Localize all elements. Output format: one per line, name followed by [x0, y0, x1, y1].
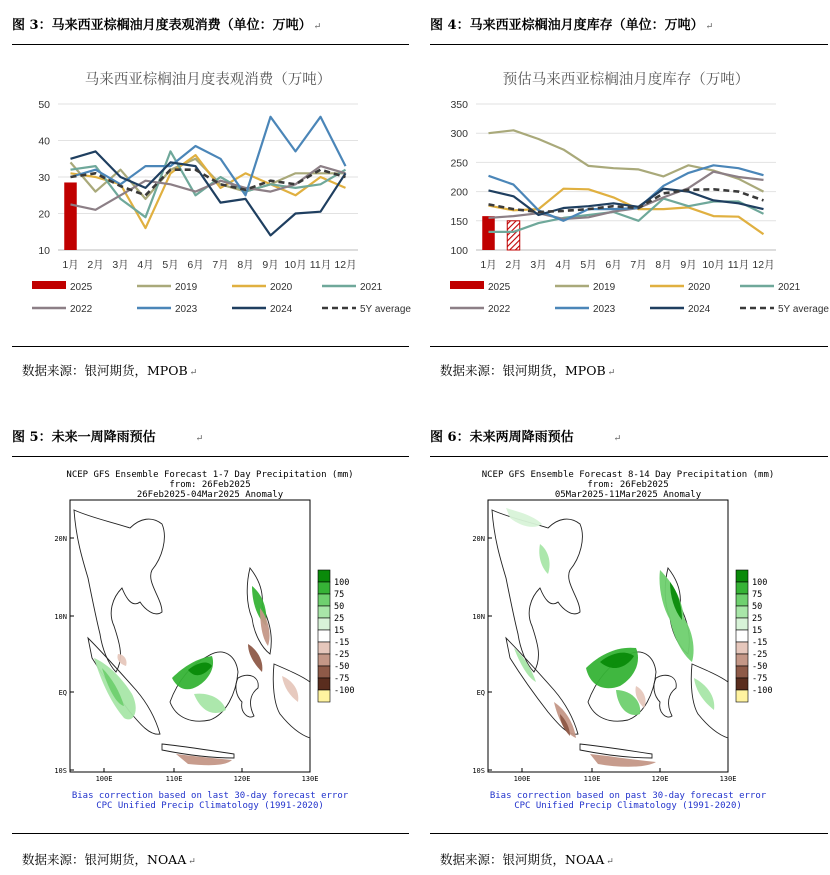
fig3-source: 数据来源：银河期货，MPOB ↵: [22, 363, 198, 378]
y-tick-label: 30: [38, 172, 50, 184]
colorbar-label: 15: [752, 626, 763, 636]
legend-label: 2025: [488, 282, 511, 293]
colorbar-swatch: [318, 618, 330, 630]
colorbar-label: 50: [752, 602, 763, 612]
legend-label: 2021: [360, 282, 383, 293]
fig4-caption: 图 4：马来西亚棕榈油月度库存（单位：万吨） ↵: [430, 18, 714, 33]
y-tick-label: 20: [38, 208, 50, 221]
colorbar-swatch: [736, 642, 748, 654]
legend-swatch: [32, 281, 66, 289]
colorbar-label: -75: [752, 674, 768, 684]
map-bias-note: Bias correction based on last 30-day forecast error: [71, 791, 349, 801]
x-tick-label: 6月: [187, 259, 204, 271]
x-tick-label: 7月: [212, 259, 229, 271]
colorbar-swatch: [736, 594, 748, 606]
lon-label: 130E: [301, 775, 319, 783]
colorbar-swatch: [318, 606, 330, 618]
x-tick-label: 1月: [62, 259, 79, 271]
x-tick-label: 12月: [334, 259, 357, 271]
fig3-top-rule: [12, 44, 409, 45]
legend-label: 2019: [175, 282, 198, 293]
colorbar-swatch: [318, 642, 330, 654]
y-tick-label: 350: [450, 99, 468, 111]
colorbar-swatch: [318, 666, 330, 678]
series-line-2020: [71, 155, 346, 228]
map-climatology-note: CPC Unified Precip Climatology (1991-2020): [96, 801, 324, 811]
fig3-bottom-rule: [12, 346, 409, 347]
colorbar-label: -100: [752, 686, 773, 696]
colorbar-label: 15: [334, 626, 345, 636]
lat-label: 20N: [54, 535, 67, 543]
colorbar-label: -100: [334, 686, 355, 696]
bar-2025-2月: [507, 221, 520, 250]
map-period: 26Feb2025-04Mar2025 Anomaly: [136, 490, 284, 500]
map-period: 05Mar2025-11Mar2025 Anomaly: [554, 490, 702, 500]
x-tick-label: 4月: [555, 259, 572, 271]
fig5-top-rule: [12, 456, 409, 457]
colorbar-label: -50: [334, 662, 350, 672]
fig6-source: 数据来源：银河期货，NOAA ↵: [440, 852, 614, 867]
lat-label: 10S: [54, 767, 67, 775]
legend-label: 5Y average: [778, 304, 829, 315]
fig4-top-rule: [430, 44, 828, 45]
colorbar-label: -75: [334, 674, 350, 684]
legend-swatch: [450, 281, 484, 289]
lat-label: EQ: [476, 689, 485, 697]
lat-label: 10S: [472, 767, 485, 775]
x-tick-label: 3月: [530, 259, 547, 271]
lat-label: 10N: [54, 613, 67, 621]
legend-label: 2021: [778, 282, 801, 293]
colorbar-swatch: [736, 678, 748, 690]
colorbar-label: -15: [752, 638, 768, 648]
y-tick-label: 50: [38, 99, 50, 111]
map-frame: [488, 500, 728, 772]
legend-label: 2020: [688, 282, 711, 293]
legend-label: 2025: [70, 282, 93, 293]
fig6-top-rule: [430, 456, 828, 457]
x-tick-label: 11月: [309, 259, 332, 271]
colorbar-swatch: [736, 690, 748, 702]
colorbar-label: 100: [752, 578, 768, 588]
colorbar-swatch: [318, 570, 330, 582]
lon-label: 120E: [651, 775, 669, 783]
bar-2025-1月: [482, 216, 495, 250]
legend-label: 2023: [175, 304, 198, 315]
x-tick-label: 6月: [605, 259, 622, 271]
colorbar-label: -25: [752, 650, 768, 660]
y-tick-label: 300: [450, 128, 468, 141]
colorbar-label: 25: [334, 614, 345, 624]
consumption-chart: [12, 46, 412, 326]
y-tick-label: 150: [450, 215, 468, 228]
colorbar-label: -15: [334, 638, 350, 648]
map-title: NCEP GFS Ensemble Forecast 1-7 Day Precipitation (mm): [66, 470, 354, 480]
legend-label: 5Y average: [360, 304, 411, 315]
colorbar-swatch: [736, 654, 748, 666]
lat-label: 10N: [472, 613, 485, 621]
lon-label: 110E: [165, 775, 183, 783]
x-tick-label: 2月: [505, 259, 522, 271]
colorbar-label: 75: [334, 590, 345, 600]
y-tick-label: 10: [38, 245, 50, 257]
colorbar-swatch: [318, 654, 330, 666]
x-tick-label: 5月: [162, 259, 179, 271]
y-tick-label: 100: [450, 245, 468, 257]
fig6-caption: 图 6：未来两周降雨预估 ↵: [430, 430, 622, 445]
lon-label: 100E: [95, 775, 113, 783]
x-tick-label: 12月: [752, 259, 775, 271]
x-tick-label: 1月: [480, 259, 497, 271]
colorbar-swatch: [736, 570, 748, 582]
x-tick-label: 10月: [702, 259, 725, 271]
y-tick-label: 250: [450, 157, 468, 170]
x-tick-label: 8月: [237, 259, 254, 271]
colorbar-swatch: [318, 690, 330, 702]
colorbar-swatch: [318, 582, 330, 594]
precip-map-week1: [12, 458, 409, 830]
colorbar-label: 100: [334, 578, 350, 588]
colorbar-swatch: [318, 594, 330, 606]
lon-label: 130E: [719, 775, 737, 783]
chart-title: 预估马来西亚棕榈油月度库存（万吨）: [502, 72, 750, 88]
colorbar-swatch: [736, 630, 748, 642]
x-tick-label: 11月: [727, 259, 750, 271]
fig3-caption: 图 3：马来西亚棕榈油月度表观消费（单位：万吨） ↵: [12, 18, 322, 33]
colorbar-swatch: [736, 582, 748, 594]
y-tick-label: 40: [38, 135, 50, 148]
x-tick-label: 3月: [112, 259, 129, 271]
colorbar-label: 50: [334, 602, 345, 612]
x-tick-label: 7月: [630, 259, 647, 271]
lat-label: EQ: [58, 689, 67, 697]
colorbar-swatch: [736, 606, 748, 618]
fig4-source: 数据来源：银河期货，MPOB ↵: [440, 363, 616, 378]
colorbar-label: -25: [334, 650, 350, 660]
legend-label: 2022: [70, 304, 93, 315]
x-tick-label: 9月: [262, 259, 279, 271]
legend-label: 2019: [593, 282, 616, 293]
series-line-2019: [489, 130, 764, 191]
map-from: from: 26Feb2025: [169, 480, 251, 490]
map-frame: [70, 500, 310, 772]
fig5-source: 数据来源：银河期货，NOAA ↵: [22, 852, 196, 867]
legend-label: 2024: [270, 304, 293, 315]
colorbar-swatch: [736, 618, 748, 630]
colorbar-label: 25: [752, 614, 763, 624]
fig5-caption: 图 5：未来一周降雨预估 ↵: [12, 430, 204, 445]
legend-label: 2024: [688, 304, 711, 315]
fig5-bottom-rule: [12, 833, 409, 834]
x-tick-label: 4月: [137, 259, 154, 271]
legend-label: 2020: [270, 282, 293, 293]
x-tick-label: 2月: [87, 259, 104, 271]
lon-label: 110E: [583, 775, 601, 783]
colorbar-swatch: [318, 678, 330, 690]
x-tick-label: 9月: [680, 259, 697, 271]
lon-label: 100E: [513, 775, 531, 783]
x-tick-label: 8月: [655, 259, 672, 271]
legend-label: 2022: [488, 304, 511, 315]
lon-label: 120E: [233, 775, 251, 783]
x-tick-label: 10月: [284, 259, 307, 271]
precip-map-week2: [430, 458, 828, 830]
colorbar-swatch: [318, 630, 330, 642]
map-title: NCEP GFS Ensemble Forecast 8-14 Day Precipitation (mm): [481, 470, 775, 480]
lat-label: 20N: [472, 535, 485, 543]
map-bias-note: Bias correction based on past 30-day forecast error: [489, 791, 767, 801]
colorbar-swatch: [736, 666, 748, 678]
bar-2025-1月: [64, 182, 77, 250]
fig6-bottom-rule: [430, 833, 828, 834]
map-climatology-note: CPC Unified Precip Climatology (1991-2020): [514, 801, 742, 811]
chart-title: 马来西亚棕榈油月度表观消费（万吨）: [84, 72, 332, 88]
y-tick-label: 200: [450, 186, 468, 199]
x-tick-label: 5月: [580, 259, 597, 271]
colorbar-label: 75: [752, 590, 763, 600]
map-from: from: 26Feb2025: [587, 480, 669, 490]
series-line-2024: [71, 151, 346, 235]
legend-label: 2023: [593, 304, 616, 315]
stock-chart: [430, 46, 830, 326]
colorbar-label: -50: [752, 662, 768, 672]
fig4-bottom-rule: [430, 346, 828, 347]
